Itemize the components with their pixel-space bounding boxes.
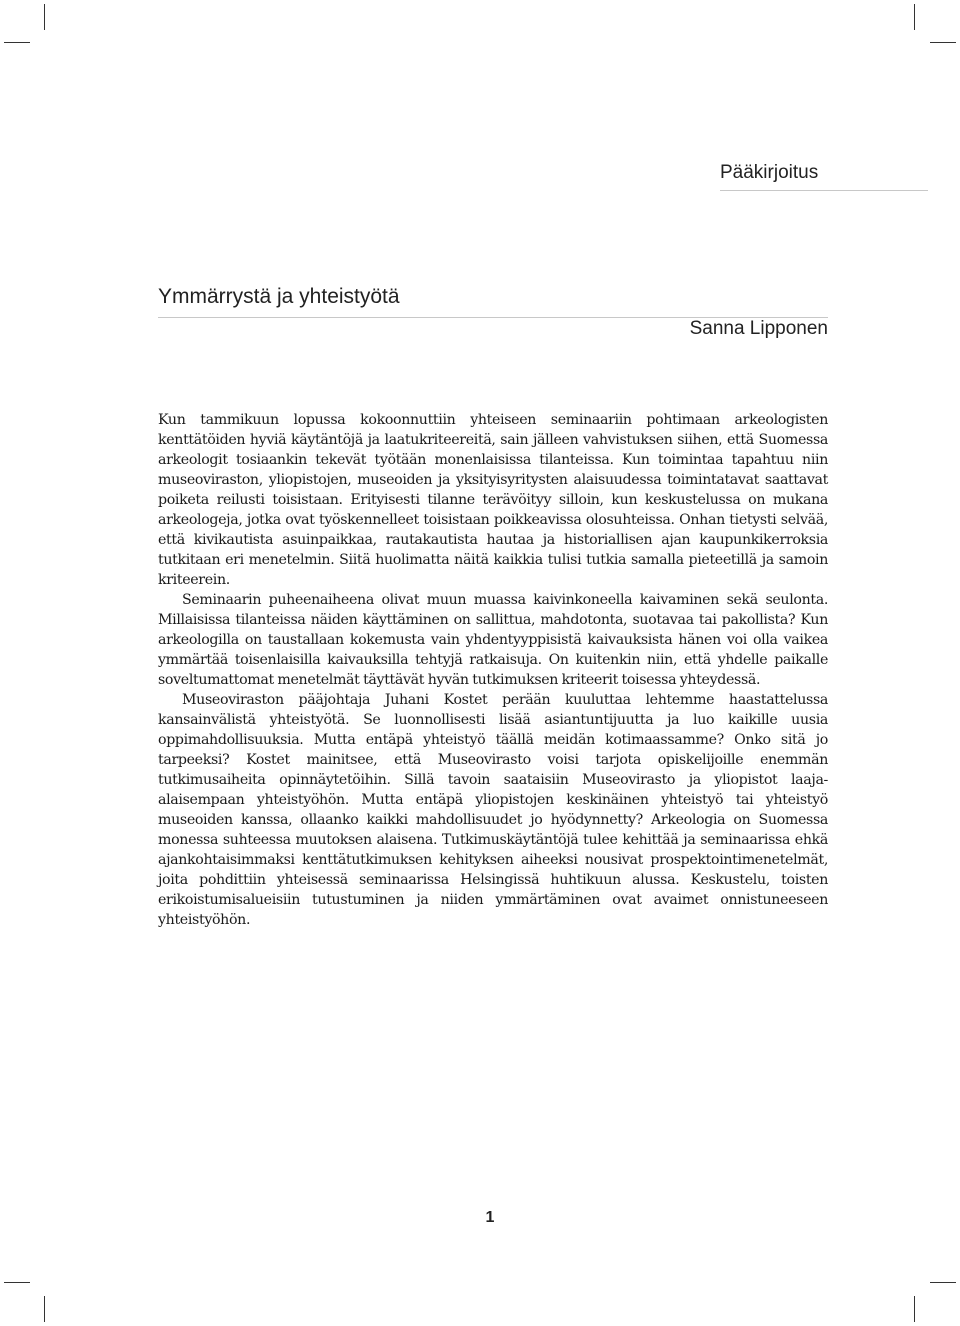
page-number: 1: [485, 1209, 495, 1226]
crop-mark-bottom-left-vertical: [44, 1296, 45, 1322]
crop-mark-top-left-vertical: [44, 4, 45, 30]
crop-mark-top-right-horizontal: [930, 42, 956, 43]
body-paragraph-1: Kun tammikuun lopussa kokoonnuttiin yhteiseen seminaariin pohtimaan arkeologisten kenttätöiden hyviä käytäntöjä ja laatukriteereitä, sain jälleen vahvistuksen siihen, että Suomessa arkeologit tosiaankin tekevät työtään monenlaisissa tilanteissa. Kun toimintaa tapahtuu niin museoviraston, yliopistojen, museoiden ja yksityisyritysten alaisuudessa toimintatavat saattavat poiketa reilusti toisistaan. Erityisesti tilanne terävöityy silloin, kun keskustelussa on mukana arkeologeja, jotka ovat työskennelleet toisistaan poikkeavissa olosuhteissa. Onhan tietysti selvää, että kivikautista asuinpaikkaa, rautakautista hautaa ja historiallisen ajan kaupunkikerroksia tutkitaan eri menetelmin. Siitä huolimatta näitä kaikkia tulisi tutkia samalla pieteetillä ja samoin kriteerein.: [158, 412, 828, 588]
body-paragraph-2: Seminaarin puheenaiheena olivat muun muassa kaivinkoneella kaivaminen sekä seulonta. Millaisissa tilanteissa näiden käyttäminen on sallittua, mahdotonta, suotavaa tai pakollista? Kun arkeologilla on taustallaan kokemusta vain yhdentyyppisistä kaivauksista hänen voi olla vaikea ymmärtää toisenlaisilla kaivauksilla tehtyjä ratkaisuja. On kuitenkin niin, että yhdelle paikalle soveltumattomat menetelmät täyttävät hyvän tutkimuksen kriteerit toisessa yhteydessä.: [158, 592, 828, 688]
crop-mark-bottom-right-vertical: [914, 1296, 915, 1322]
body-paragraph-3: Museoviraston pääjohtaja Juhani Kostet perään kuuluttaa lehtemme haastattelussa kansainvälistä yhteistyötä. Se luonnollisesti lisää asiantuntijuutta ja luo kaikille uusia oppimahdollisuuksia. Mutta entäpä yhteistyö täällä meidän kotimaassamme? Onko sitä jo tarpeeksi? Kostet mainitsee, että Museovirasto voisi tarjota opiskelijoille enemmän tutkimusaiheita opinnäytetöihin. Sillä tavoin saataisiin Museovirasto ja yliopistot laaja-alaisempaan yhteistyöhön. Mutta entäpä yliopistojen keskinäinen yhteistyö tai yhteistyö museoiden kanssa, ollaanko kaikki mahdollisuudet jo hyödynnetty? Arkeologia on Suomessa monessa suhteessa muutoksen alaisena. Tutkimuskäytäntöjä tulee kehittää ja seminaarissa ehkä ajankohtaisimmaksi kenttätutkimuksen kehityksen aiheeksi nousivat prospektointimenetelmät, joita pohdittiin yhteisessä seminaarissa Helsingissä huhtikuun alussa. Keskustelu, toisten erikoistumisalueisiin tutustuminen ja niiden ymmärtäminen ovat avaimet onnistuneeseen yhteistyöhön.: [158, 692, 828, 928]
crop-mark-bottom-left-horizontal: [4, 1282, 30, 1283]
article-author: Sanna Lipponen: [689, 318, 828, 339]
article-body: [158, 410, 828, 930]
section-label: Pääkirjoitus: [720, 162, 928, 191]
article-title: Ymmärrystä ja yhteistyötä: [158, 285, 828, 318]
crop-mark-top-left-horizontal: [4, 42, 30, 43]
crop-mark-top-right-vertical: [914, 4, 915, 30]
crop-mark-bottom-right-horizontal: [930, 1282, 956, 1283]
